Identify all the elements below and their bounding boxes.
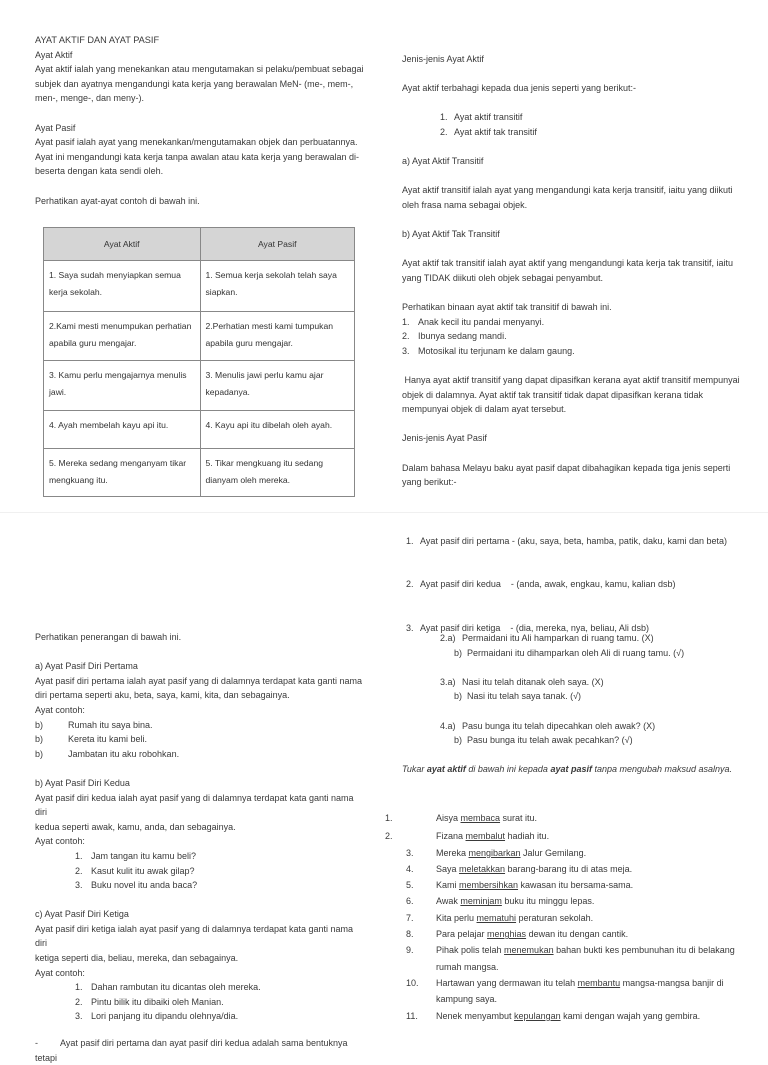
binaan-list <box>402 315 742 359</box>
kedua-examples <box>75 849 365 893</box>
list-item: 3. Ayat pasif diri ketiga - (dia, mereka, nya, beliau, Ali dsb) <box>406 623 649 634</box>
pasif-title: Ayat Pasif <box>35 122 76 133</box>
note-text-3: mempunyai objek di dalam ayat tersebut. <box>402 404 567 415</box>
p2-right-column <box>402 631 752 777</box>
list-item: 2. Ibunya sedang mandi. <box>402 331 507 342</box>
table-cell: 2.Perhatian mesti kami tumpukan apabila guru mengajar. <box>200 312 355 361</box>
p1-left-column <box>35 33 365 208</box>
pasif-diri-ketiga-text-1: Ayat pasif diri ketiga ialah ayat pasif yang di dalamnya terdapat kata ganti nama diri <box>35 923 354 949</box>
pasif-text-2: Ayat ini mengandungi kata kerja tanpa awalan atau kata kerja yang berawalan di- <box>35 151 360 162</box>
contoh-label: Ayat contoh: <box>35 967 85 978</box>
binaan-intro: Perhatikan binaan ayat aktif tak transitif di bawah ini. <box>402 302 612 313</box>
p2-left-column <box>35 630 365 1065</box>
list-item: 2. Pintu bilik itu dibaiki oleh Manian. <box>75 996 224 1007</box>
table-cell: 1. Saya sudah menyiapkan semua kerja sekolah. <box>44 261 201 312</box>
table-row <box>44 312 355 361</box>
exercise-item: 5. Kami membersihkan kawasan itu bersama-sama. <box>406 880 634 891</box>
list-item: 3. Motosikal itu terjunam ke dalam gaung. <box>402 345 575 356</box>
table-row <box>44 261 355 312</box>
exercise-item-cont: kampung saya. <box>436 994 498 1005</box>
exercise-item: 11. Nenek menyambut kepulangan kami dengan wajah yang gembira. <box>406 1010 701 1021</box>
exercise-item: 7. Kita perlu mematuhi peraturan sekolah. <box>406 912 594 923</box>
pasif-diri-pertama-text-2: diri pertama seperti aku, beta, saya, kami, kita, dan sebagainya. <box>35 690 290 701</box>
list-item: 3. Lori panjang itu dipandu olehnya/dia. <box>75 1011 239 1022</box>
table-header-aktif: Ayat Aktif <box>44 228 201 261</box>
correction-pairs <box>440 631 752 748</box>
table-header-pasif: Ayat Pasif <box>200 228 355 261</box>
pasif-diri-kedua-text-2: kedua seperti awak, kamu, anda, dan sebagainya. <box>35 821 236 832</box>
aktif-text-2: subjek dan ayatnya mengandungi kata kerja yang berawalan MeN- (me-, mem-, <box>35 78 354 89</box>
pasif-text-1: Ayat pasif ialah ayat yang menekankan/mengutamakan objek dan perbuatannya. <box>35 137 358 148</box>
list-item: b) Jambatan itu aku robohkan. <box>35 748 180 759</box>
jenis-aktif-intro: Ayat aktif terbahagi kepada dua jenis seperti yang berikut:- <box>402 83 636 94</box>
list-item: 3. Buku novel itu anda baca? <box>75 880 198 891</box>
note-text-1: Hanya ayat aktif transitif yang dapat dipasifkan kerana ayat aktif transitif mempunyai <box>402 375 740 386</box>
table-cell: 5. Mereka sedang menganyam tikar mengkuang itu. <box>44 449 201 497</box>
exercise-item: 8. Para pelajar menghias dewan itu dengan cantik. <box>406 929 629 940</box>
list-item: 1. Ayat pasif diri pertama - (aku, saya, beta, hamba, patik, daku, kami dan beta) <box>406 535 727 546</box>
pair-b: b) Nasi itu telah saya tanak. (√) <box>453 691 582 702</box>
jenis-pasif-intro-2: yang berikut:- <box>402 477 457 488</box>
aktif-transitif-text-2: oleh frasa nama sebagai objek. <box>402 199 528 210</box>
pasif-diri-kedua-title: b) Ayat Pasif Diri Kedua <box>35 777 130 788</box>
exercise-item: 2. Fizana membalut hadiah itu. <box>385 831 550 842</box>
aktif-tak-transitif-text-2: yang TIDAK diikuti oleh objek sebagai penyambut. <box>402 272 603 283</box>
aktif-tak-transitif-text-1: Ayat aktif tak transitif ialah ayat aktif yang mengandungi kata kerja tak transitif, iaitu <box>402 258 734 269</box>
aktif-transitif-text-1: Ayat aktif transitif ialah ayat yang mengandungi kata kerja transitif, iaitu yang diikuti <box>402 185 733 196</box>
table-cell: 1. Semua kerja sekolah telah saya siapkan. <box>200 261 355 312</box>
example-table <box>43 227 355 497</box>
pair-b: b) Permaidani itu dihamparkan oleh Ali di ruang tamu. (√) <box>453 647 685 658</box>
exercise-item: 4. Saya meletakkan barang-barang itu di atas meja. <box>406 863 633 874</box>
table-cell: 4. Ayah membelah kayu api itu. <box>44 411 201 449</box>
list-item: 1. Dahan rambutan itu dicantas oleh mereka. <box>75 982 261 993</box>
pertama-examples <box>35 718 365 762</box>
table-row <box>44 361 355 411</box>
table-row <box>44 411 355 449</box>
aktif-tak-transitif-title: b) Ayat Aktif Tak Transitif <box>402 229 500 240</box>
exercise-item: 3. Mereka mengibarkan Jalur Gemilang. <box>406 847 587 858</box>
list-item: 1. Jam tangan itu kamu beli? <box>75 850 197 861</box>
aktif-text-1: Ayat aktif ialah yang menekankan atau mengutamakan si pelaku/pembuat sebagai <box>35 64 364 75</box>
pair-a: 3.a) Nasi itu telah ditanak oleh saya. (X) <box>440 676 604 687</box>
list-item: b) Rumah itu saya bina. <box>35 719 153 730</box>
ketiga-examples <box>75 980 365 1024</box>
table-cell: 5. Tikar mengkuang itu sedang dianyam oleh mereka. <box>200 449 355 497</box>
pasif-diri-pertama-text-1: Ayat pasif diri pertama ialah ayat pasif yang di dalamnya terdapat kata ganti nama <box>35 675 363 686</box>
main-heading: AYAT AKTIF DAN AYAT PASIF <box>35 35 160 45</box>
exercise-item: 1. Aisya membaca surat itu. <box>385 813 538 823</box>
footer-note-line <box>35 1036 365 1065</box>
footer-bullet: - <box>35 1038 38 1049</box>
jenis-pasif-title: Jenis-jenis Ayat Pasif <box>402 433 487 444</box>
list-item: 2. Kasut kulit itu awak gilap? <box>75 865 195 876</box>
aktif-title: Ayat Aktif <box>35 49 73 60</box>
contoh-label: Ayat contoh: <box>35 836 85 847</box>
jenis-aktif-title: Jenis-jenis Ayat Aktif <box>402 54 484 64</box>
exercise-item: 9. Pihak polis telah menemukan bahan bukti kes pembunuhan itu di belakang <box>406 945 735 956</box>
pasif-diri-pertama-title: a) Ayat Pasif Diri Pertama <box>35 661 138 672</box>
table-cell: 2.Kami mesti menumpukan perhatian apabila guru mengajar. <box>44 312 201 361</box>
exercise-list <box>385 810 755 1024</box>
pasif-text-3: beserta dengan kata sendi oleh. <box>35 166 164 177</box>
list-item: b) Kereta itu kami beli. <box>35 734 148 745</box>
exercise-item: 10. Hartawan yang dermawan itu telah membantu mangsa-mangsa banjir di <box>406 977 724 988</box>
exercise-instruction: Tukar ayat aktif di bawah ini kepada ayat pasif tanpa mengubah maksud asalnya. <box>402 764 733 775</box>
penerangan-intro: Perhatikan penerangan di bawah ini. <box>35 632 182 642</box>
table-cell: 4. Kayu api itu dibelah oleh ayah. <box>200 411 355 449</box>
list-item: 2. Ayat aktif tak transitif <box>440 126 537 137</box>
list-item: 2. Ayat pasif diri kedua - (anda, awak, engkau, kamu, kalian dsb) <box>406 579 676 590</box>
page-2 <box>0 512 768 1063</box>
aktif-transitif-title: a) Ayat Aktif Transitif <box>402 156 484 167</box>
pasif-diri-ketiga-text-2: ketiga seperti dia, beliau, mereka, dan sebagainya. <box>35 953 239 964</box>
aktif-text-3: men-, menge-, dan meny-). <box>35 93 145 104</box>
pair-a: 2.a) Permaidani itu Ali hamparkan di ruang tamu. (X) <box>440 633 654 643</box>
table-row <box>44 449 355 497</box>
table-cell: 3. Menulis jawi perlu kamu ajar kepadanya. <box>200 361 355 411</box>
pair-a: 4.a) Pasu bunga itu telah dipecahkan oleh awak? (X) <box>440 720 656 731</box>
jenis-aktif-list <box>440 110 742 139</box>
pasif-diri-kedua-text-1: Ayat pasif diri kedua ialah ayat pasif yang di dalamnya terdapat kata ganti nama diri <box>35 792 354 818</box>
pasif-diri-ketiga-title: c) Ayat Pasif Diri Ketiga <box>35 909 129 920</box>
list-item: 1. Anak kecil itu pandai menyanyi. <box>402 316 545 327</box>
example-intro: Perhatikan ayat-ayat contoh di bawah ini. <box>35 195 200 206</box>
exercise-item: 6. Awak meminjam buku itu minggu lepas. <box>406 896 595 907</box>
jenis-pasif-intro-1: Dalam bahasa Melayu baku ayat pasif dapat dibahagikan kepada tiga jenis seperti <box>402 462 731 473</box>
pair-b: b) Pasu bunga itu telah awak pecahkan? (√) <box>453 735 633 746</box>
list-item: 1. Ayat aktif transitif <box>440 112 523 123</box>
table-cell: 3. Kamu perlu mengajarnya menulis jawi. <box>44 361 201 411</box>
contoh-label: Ayat contoh: <box>35 704 85 715</box>
note-text-2: objek di dalamnya. Ayat aktif tak transitif tidak dapat dipasifkan kerana tidak <box>402 389 704 400</box>
footer-note: Ayat pasif diri pertama dan ayat pasif diri kedua adalah sama bentuknya tetapi <box>35 1038 348 1063</box>
exercise-item-cont: rumah mangsa. <box>436 961 499 972</box>
table-header-row <box>44 228 355 261</box>
